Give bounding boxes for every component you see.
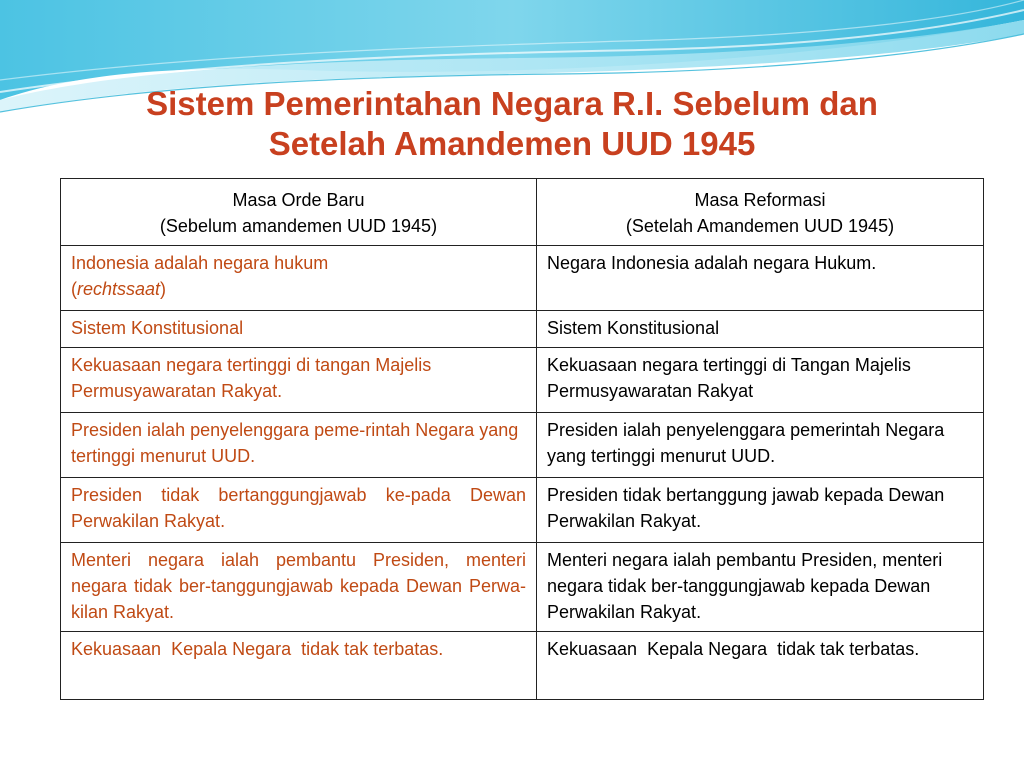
slide-title-line-1: Sistem Pemerintahan Negara R.I. Sebelum dan — [146, 85, 878, 122]
header-orde-baru-title: Masa Orde Baru — [232, 190, 365, 210]
comparison-table — [60, 178, 984, 700]
header-reformasi-subtitle: (Setelah Amandemen UUD 1945) — [625, 216, 895, 236]
row-4-orde-baru-cell: Presiden ialah penyelenggara peme-rintah Negara yang tertinggi menurut UUD. — [61, 413, 537, 478]
row-4-reformasi-cell: Presiden ialah penyelenggara pemerintah Negara yang tertinggi menurut UUD. — [537, 413, 984, 478]
row-1-orde-baru-cell — [61, 246, 537, 311]
table-row — [61, 246, 984, 311]
row-6-reformasi-cell: Menteri negara ialah pembantu Presiden, menteri negara tidak ber-tanggungjawab kepada Dewan Perwakilan Rakyat. — [537, 543, 984, 632]
row-5-orde-baru-cell: Presiden tidak bertanggungjawab ke-pada Dewan Perwakilan Rakyat. — [61, 478, 537, 543]
slide-title — [40, 84, 984, 164]
header-reformasi — [537, 179, 984, 246]
table-header-row — [61, 179, 984, 246]
header-orde-baru-subtitle: (Sebelum amandemen UUD 1945) — [159, 216, 438, 236]
row-7-orde-baru-cell: Kekuasaan Kepala Negara tidak tak terbatas. — [61, 632, 537, 700]
row-1-orde-baru-text: Indonesia adalah negara hukum ( — [71, 253, 329, 299]
table-row — [61, 632, 984, 700]
row-7-reformasi-cell: Kekuasaan Kepala Negara tidak tak terbatas. — [537, 632, 984, 700]
row-5-reformasi-cell: Presiden tidak bertanggung jawab kepada Dewan Perwakilan Rakyat. — [537, 478, 984, 543]
table-row — [61, 348, 984, 413]
row-3-reformasi-cell: Kekuasaan negara tertinggi di Tangan Majelis Permusyawaratan Rakyat — [537, 348, 984, 413]
row-6-orde-baru-cell: Menteri negara ialah pembantu Presiden, menteri negara tidak ber-tanggungjawab kepada Dewan Perwa-kilan Rakyat. — [61, 543, 537, 632]
table-row — [61, 311, 984, 348]
table-row — [61, 413, 984, 478]
row-1-orde-baru-italic: rechtssaat — [77, 279, 161, 299]
row-1-orde-baru-close: ) — [160, 279, 167, 299]
row-2-orde-baru-cell: Sistem Konstitusional — [61, 311, 537, 348]
row-3-orde-baru-cell: Kekuasaan negara tertinggi di tangan Majelis Permusyawaratan Rakyat. — [61, 348, 537, 413]
header-reformasi-title: Masa Reformasi — [694, 190, 826, 210]
row-1-reformasi-cell: Negara Indonesia adalah negara Hukum. — [537, 246, 984, 311]
row-2-reformasi-cell: Sistem Konstitusional — [537, 311, 984, 348]
slide-title-line-2: Setelah Amandemen UUD 1945 — [268, 125, 756, 162]
table-row — [61, 543, 984, 632]
table-row — [61, 478, 984, 543]
header-orde-baru — [61, 179, 537, 246]
